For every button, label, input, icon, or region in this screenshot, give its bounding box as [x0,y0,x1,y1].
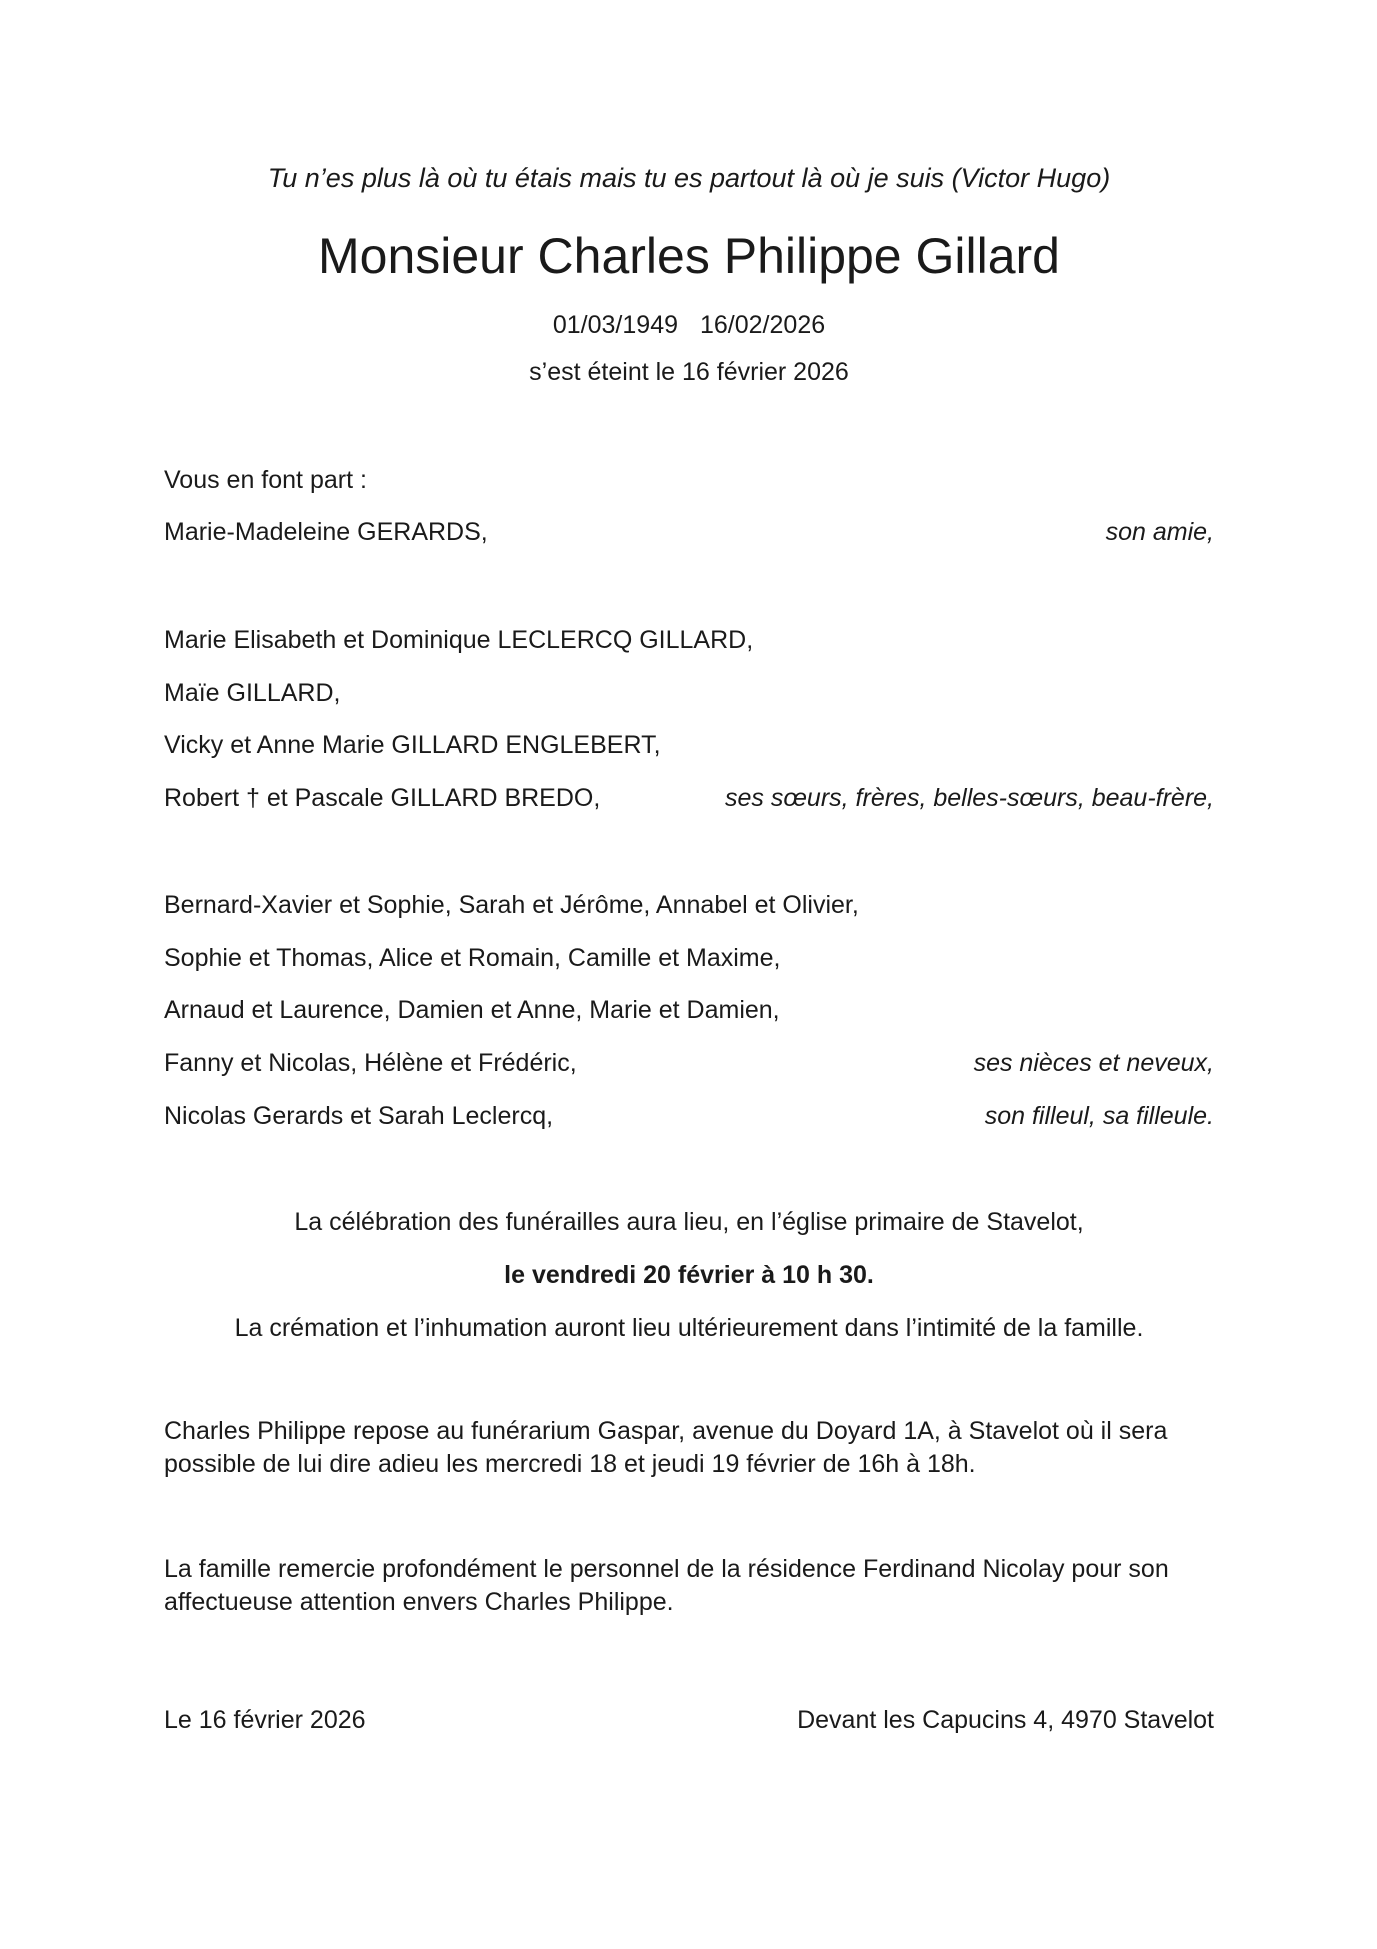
memorial-quote: Tu n’es plus là où tu étais mais tu es partout là où je suis (Victor Hugo) [267,163,1111,193]
family-line [164,941,1214,975]
family-line [164,993,1214,1027]
ceremony-location: La célébration des funérailles aura lieu, en l’église primaire de Stavelot, [294,1208,1084,1236]
family-names: Bernard-Xavier et Sophie, Sarah et Jérôme, Annabel et Olivier, [164,891,859,919]
family-line [164,1099,1214,1133]
cremation-notice: La crémation et l’inhumation auront lieu ultérieurement dans l’intimité de la famille. [234,1314,1144,1342]
visitation-paragraph [164,1415,1214,1481]
family-names: Maïe GILLARD, [164,679,341,707]
footer-date: Le 16 février 2026 [164,1706,366,1734]
family-line [164,1046,1214,1080]
family-line [164,623,1214,657]
ceremony-datetime: le vendredi 20 février à 10 h 30. [504,1261,874,1289]
footer-address: Devant les Capucins 4, 4970 Stavelot [797,1706,1214,1734]
family-names: Fanny et Nicolas, Hélène et Frédéric, [164,1049,577,1077]
relation-label: ses nièces et neveux, [973,1049,1214,1077]
family-line [164,515,1214,549]
death-notice: s’est éteint le 16 février 2026 [529,358,849,386]
deceased-name: Monsieur Charles Philippe Gillard [318,228,1060,284]
death-date: 16/02/2026 [700,311,826,339]
footer-row [164,1703,1214,1737]
family-names: Nicolas Gerards et Sarah Leclercq, [164,1102,554,1130]
relation-label: son amie, [1105,518,1214,546]
thanks-paragraph [164,1553,1214,1619]
thanks-line-1: La famille remercie profondément le personnel de la résidence Ferdinand Nicolay pour son [164,1555,1169,1583]
family-names: Sophie et Thomas, Alice et Romain, Camille et Maxime, [164,944,781,972]
family-names: Arnaud et Laurence, Damien et Anne, Marie et Damien, [164,996,780,1024]
family-line [164,676,1214,710]
announcement-intro: Vous en font part : [164,466,367,494]
family-names: Marie-Madeleine GERARDS, [164,518,488,546]
thanks-line-2: affectueuse attention envers Charles Philippe. [164,1588,674,1616]
family-names: Vicky et Anne Marie GILLARD ENGLEBERT, [164,731,661,759]
family-names: Robert † et Pascale GILLARD BREDO, [164,784,601,812]
visitation-line-1: Charles Philippe repose au funérarium Gaspar, avenue du Doyard 1A, à Stavelot où il sera [164,1417,1168,1445]
relation-label: son filleul, sa filleule. [984,1102,1214,1130]
relation-label: ses sœurs, frères, belles-sœurs, beau-frère, [724,784,1214,812]
birth-death-dates [164,308,1214,342]
family-line [164,781,1214,815]
visitation-line-2: possible de lui dire adieu les mercredi 18 et jeudi 19 février de 16h à 18h. [164,1450,976,1478]
birth-date: 01/03/1949 [552,311,678,339]
family-names: Marie Elisabeth et Dominique LECLERCQ GILLARD, [164,626,754,654]
family-line [164,888,1214,922]
family-line [164,728,1214,762]
